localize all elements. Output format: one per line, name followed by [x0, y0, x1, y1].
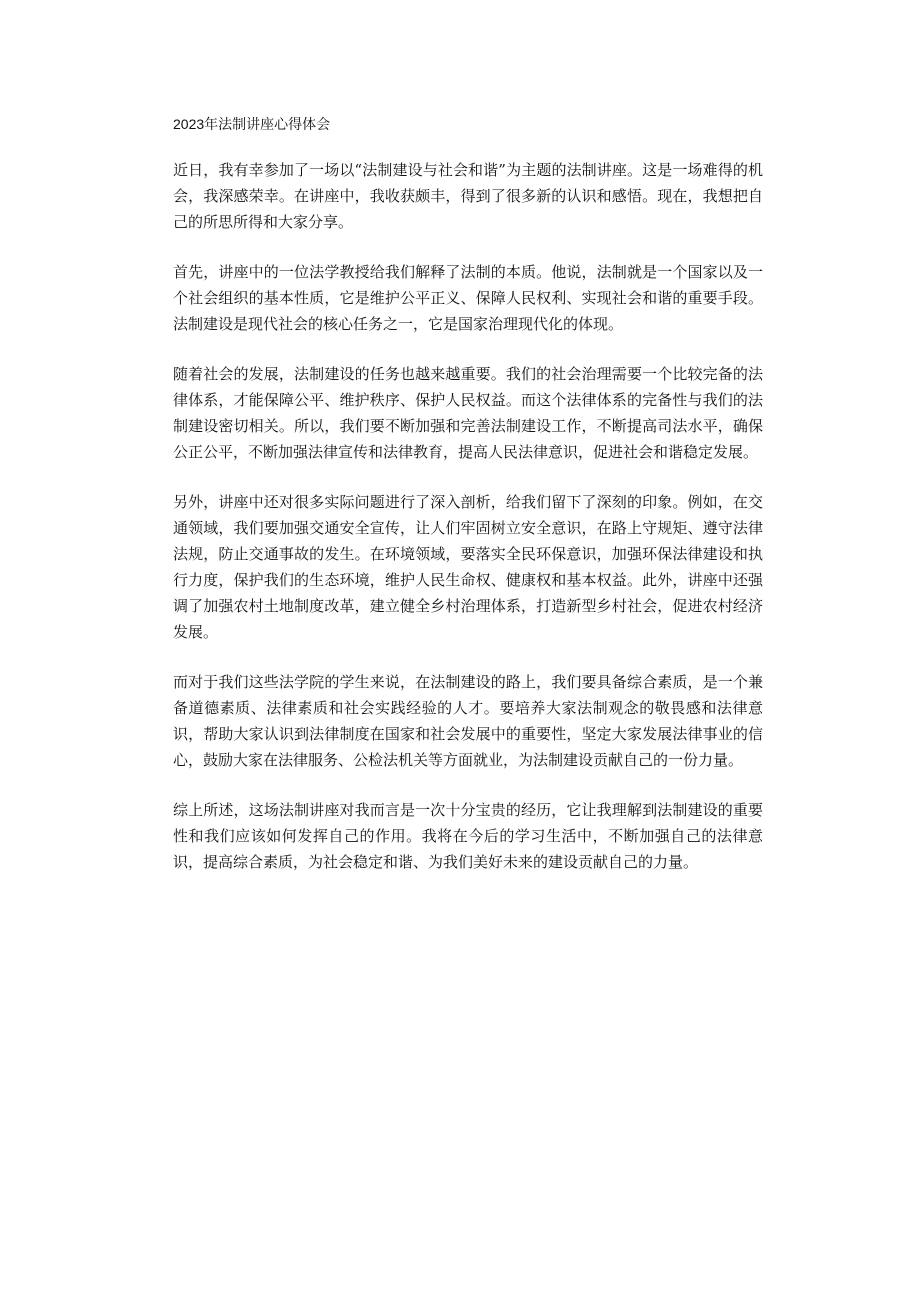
document-title: 2023年法制讲座心得体会 — [173, 116, 331, 132]
paragraph-students: 而对于我们这些法学院的学生来说，在法制建设的路上，我们要具备综合素质，是一个兼备道德素质、法律素质和社会实践经验的人才。要培养大家法制观念的敬畏感和法律意识，帮助大家认识到法律制度在国家和社会发展中的重要性，坚定大家发展法律事业的信心，鼓励大家在法律服务、公检法机关等方面就业，为法制建设贡献自己的一份力量。 — [173, 673, 763, 769]
paragraph-conclusion: 综上所述，这场法制讲座对我而言是一次十分宝贵的经历，它让我理解到法制建设的重要性和我们应该如何发挥自己的作用。我将在今后的学习生活中，不断加强自己的法律意识，提高综合素质，为社会稳定和谐、为我们美好未来的建设贡献自己的力量。 — [173, 801, 763, 871]
paragraph-development: 随着社会的发展，法制建设的任务也越来越重要。我们的社会治理需要一个比较完备的法律体系，才能保障公平、维护秩序、保护人民权益。而这个法律体系的完备性与我们的法制建设密切相关。所以，我们要不断加强和完善法制建设工作，不断提高司法水平，确保公正公平，不断加强法律宣传和法律教育，提高人民法律意识，促进社会和谐稳定发展。 — [173, 365, 763, 461]
paragraph-practical-issues: 另外，讲座中还对很多实际问题进行了深入剖析，给我们留下了深刻的印象。例如，在交通领域，我们要加强交通安全宣传，让人们牢固树立安全意识，在路上守规矩、遵守法律法规，防止交通事故的发生。在环境领域，要落实全民环保意识，加强环保法律建设和执行力度，保护我们的生态环境，维护人民生命权、健康权和基本权益。此外，讲座中还强调了加强农村土地制度改革，建立健全乡村治理体系，打造新型乡村社会，促进农村经济发展。 — [173, 493, 763, 641]
paragraph-essence: 首先，讲座中的一位法学教授给我们解释了法制的本质。他说，法制就是一个国家以及一个社会组织的基本性质，它是维护公平正义、保障人民权利、实现社会和谐的重要手段。法制建设是现代社会的核心任务之一，它是国家治理现代化的体现。 — [173, 263, 763, 333]
document-body — [173, 114, 763, 899]
paragraph-intro: 近日，我有幸参加了一场以“法制建设与社会和谐”为主题的法制讲座。这是一场难得的机会，我深感荣幸。在讲座中，我收获颇丰，得到了很多新的认识和感悟。现在，我想把自己的所思所得和大家分享。 — [173, 161, 763, 231]
